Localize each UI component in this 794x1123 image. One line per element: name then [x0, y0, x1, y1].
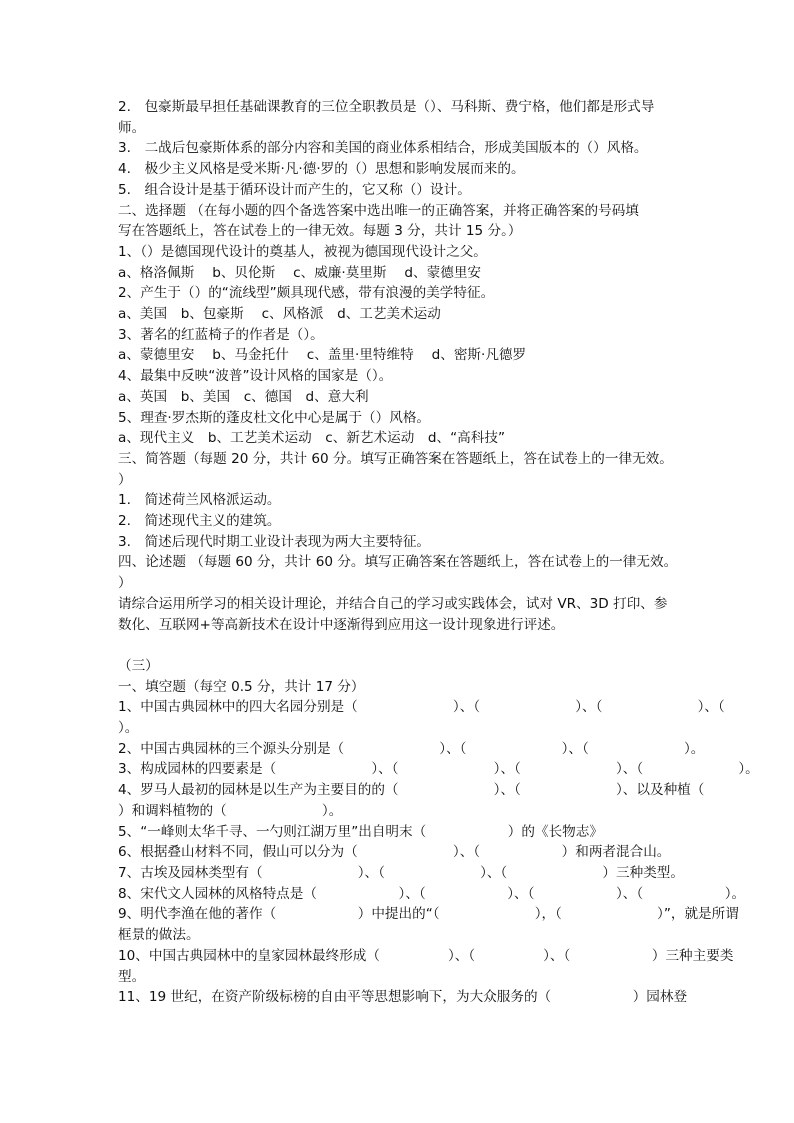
garden-fill-item-11: 11、19 世纪，在资产阶级标榜的自由平等思想影响下，为大众服务的（ ）园林登	[118, 989, 688, 1006]
garden-fill-item-6: 6、根据叠山材料不同，假山可以分为（ ）、（ ）和两者混合山。	[118, 844, 671, 861]
short-answer-item-3: 3. 简述后现代时期工业设计表现为两大主要特征。	[118, 533, 431, 550]
choice-question-1: 1、（）是德国现代设计的奠基人，被视为德国现代设计之父。	[118, 243, 487, 260]
section-three-fill-heading: 一、填空题（每空 0.5 分，共计 17 分）	[118, 678, 365, 695]
choice-question-5: 5、理查·罗杰斯的蓬皮杜文化中心是属于（）风格。	[118, 409, 431, 426]
garden-fill-item-4-line-1: 4、罗马人最初的园林是以生产为主要目的的（ ）、（ ）、以及种植（	[118, 782, 705, 799]
garden-fill-item-5: 5、“一峰则太华千寻、一勺则江湖万里”出自明末（ ）的《长物志》	[118, 823, 603, 840]
garden-fill-item-9-line-2: 框景的做法。	[118, 927, 200, 944]
fill-item-2-line-2: 师。	[118, 119, 146, 136]
essay-body-line-2: 数化、互联网+等高新技术在设计中逐渐得到应用这一设计现象进行评述。	[118, 616, 565, 633]
choice-question-4: 4、最集中反映“波普”设计风格的国家是（）。	[118, 368, 393, 385]
garden-fill-item-4-line-2: ）和调料植物的（ ）。	[118, 802, 343, 819]
short-answer-item-2: 2. 简述现代主义的建筑。	[118, 513, 281, 530]
garden-fill-item-2: 2、中国古典园林的三个源头分别是（ ）、（ ）、（ ）。	[118, 740, 705, 757]
garden-fill-item-1-line-2: ）。	[118, 720, 139, 737]
fill-item-5: 5. 组合设计是基于循环设计而产生的，它又称（）设计。	[118, 181, 471, 198]
choice-question-3: 3、著名的红蓝椅子的作者是（）。	[118, 326, 324, 343]
choice-options-1: a、格洛佩斯 b、贝伦斯 c、威廉·莫里斯 d、蒙德里安	[118, 264, 482, 281]
garden-fill-item-7: 7、古埃及园林类型有（ ）、（ ）、（ ）三种类型。	[118, 865, 684, 881]
short-answer-heading-line-1: 三、简答题（每题 20 分，共计 60 分。填写正确答案在答题纸上，答在试卷上的一律无效。	[118, 450, 673, 467]
garden-fill-item-8: 8、宋代文人园林的风格特点是（ ）、（ ）、（ ）、（ ）。	[118, 885, 746, 902]
choice-options-4: a、英国 b、美国 c、德国 d、意大利	[118, 388, 369, 405]
essay-body-line-1: 请综合运用所学习的相关设计理论，并结合自己的学习或实践体会，试对 VR、3D 打印、参	[118, 595, 668, 612]
choice-heading-line-2: 写在答题纸上，答在试卷上的一律无效。每题 3 分，共计 15 分。）	[118, 223, 522, 240]
garden-fill-item-10-line-1: 10、中国古典园林中的皇家园林最终形成（ ）、（ ）、（ ）三种主要类	[118, 947, 734, 964]
fill-item-3: 3. 二战后包豪斯体系的部分内容和美国的商业体系相结合，形成美国版本的（）风格。	[118, 140, 648, 157]
section-spacer	[118, 635, 693, 656]
choice-options-2: a、美国 b、包豪斯 c、风格派 d、工艺美术运动	[118, 306, 441, 323]
choice-question-2: 2、产生于（）的“流线型”颇具现代感，带有浪漫的美学特征。	[118, 285, 495, 302]
essay-heading-line-2: ）	[118, 575, 132, 592]
essay-heading-line-1: 四、论述题 （每题 60 分，共计 60 分。填写正确答案在答题纸上，答在试卷上的一律无效。	[118, 554, 678, 571]
choice-options-5: a、现代主义 b、工艺美术运动 c、新艺术运动 d、“高科技”	[118, 430, 505, 447]
fill-item-4: 4. 极少主义风格是受米斯·凡·德·罗的（）思想和影响发展而来的。	[118, 161, 525, 178]
choice-heading-line-1: 二、选择题 （在每小题的四个备选答案中选出唯一的正确答案，并将正确答案的号码填	[118, 202, 639, 219]
garden-fill-item-1-line-1: 1、中国古典园林中的四大名园分别是（ ）、（ ）、（ ）、（	[118, 699, 725, 716]
garden-fill-item-3: 3、构成园林的四要素是（ ）、（ ）、（ ）、（ ）。	[118, 761, 759, 778]
garden-fill-item-10-line-2: 型。	[118, 968, 146, 985]
choice-options-3: a、蒙德里安 b、马金托什 c、盖里·里特维特 d、密斯·凡德罗	[118, 347, 527, 364]
fill-item-2-line-1: 2. 包豪斯最早担任基础课教育的三位全职教员是（）、马科斯、费宁格，他们都是形式导	[118, 99, 655, 115]
short-answer-heading-line-2: ）	[118, 471, 132, 488]
exam-page	[118, 97, 759, 1008]
section-three-title: （三）	[118, 657, 159, 674]
short-answer-item-1: 1. 简述荷兰风格派运动。	[118, 492, 281, 509]
garden-fill-item-9-line-1: 9、明代李渔在他的著作（ ）中提出的“（ ），（ ）”，就是所谓	[118, 906, 739, 923]
